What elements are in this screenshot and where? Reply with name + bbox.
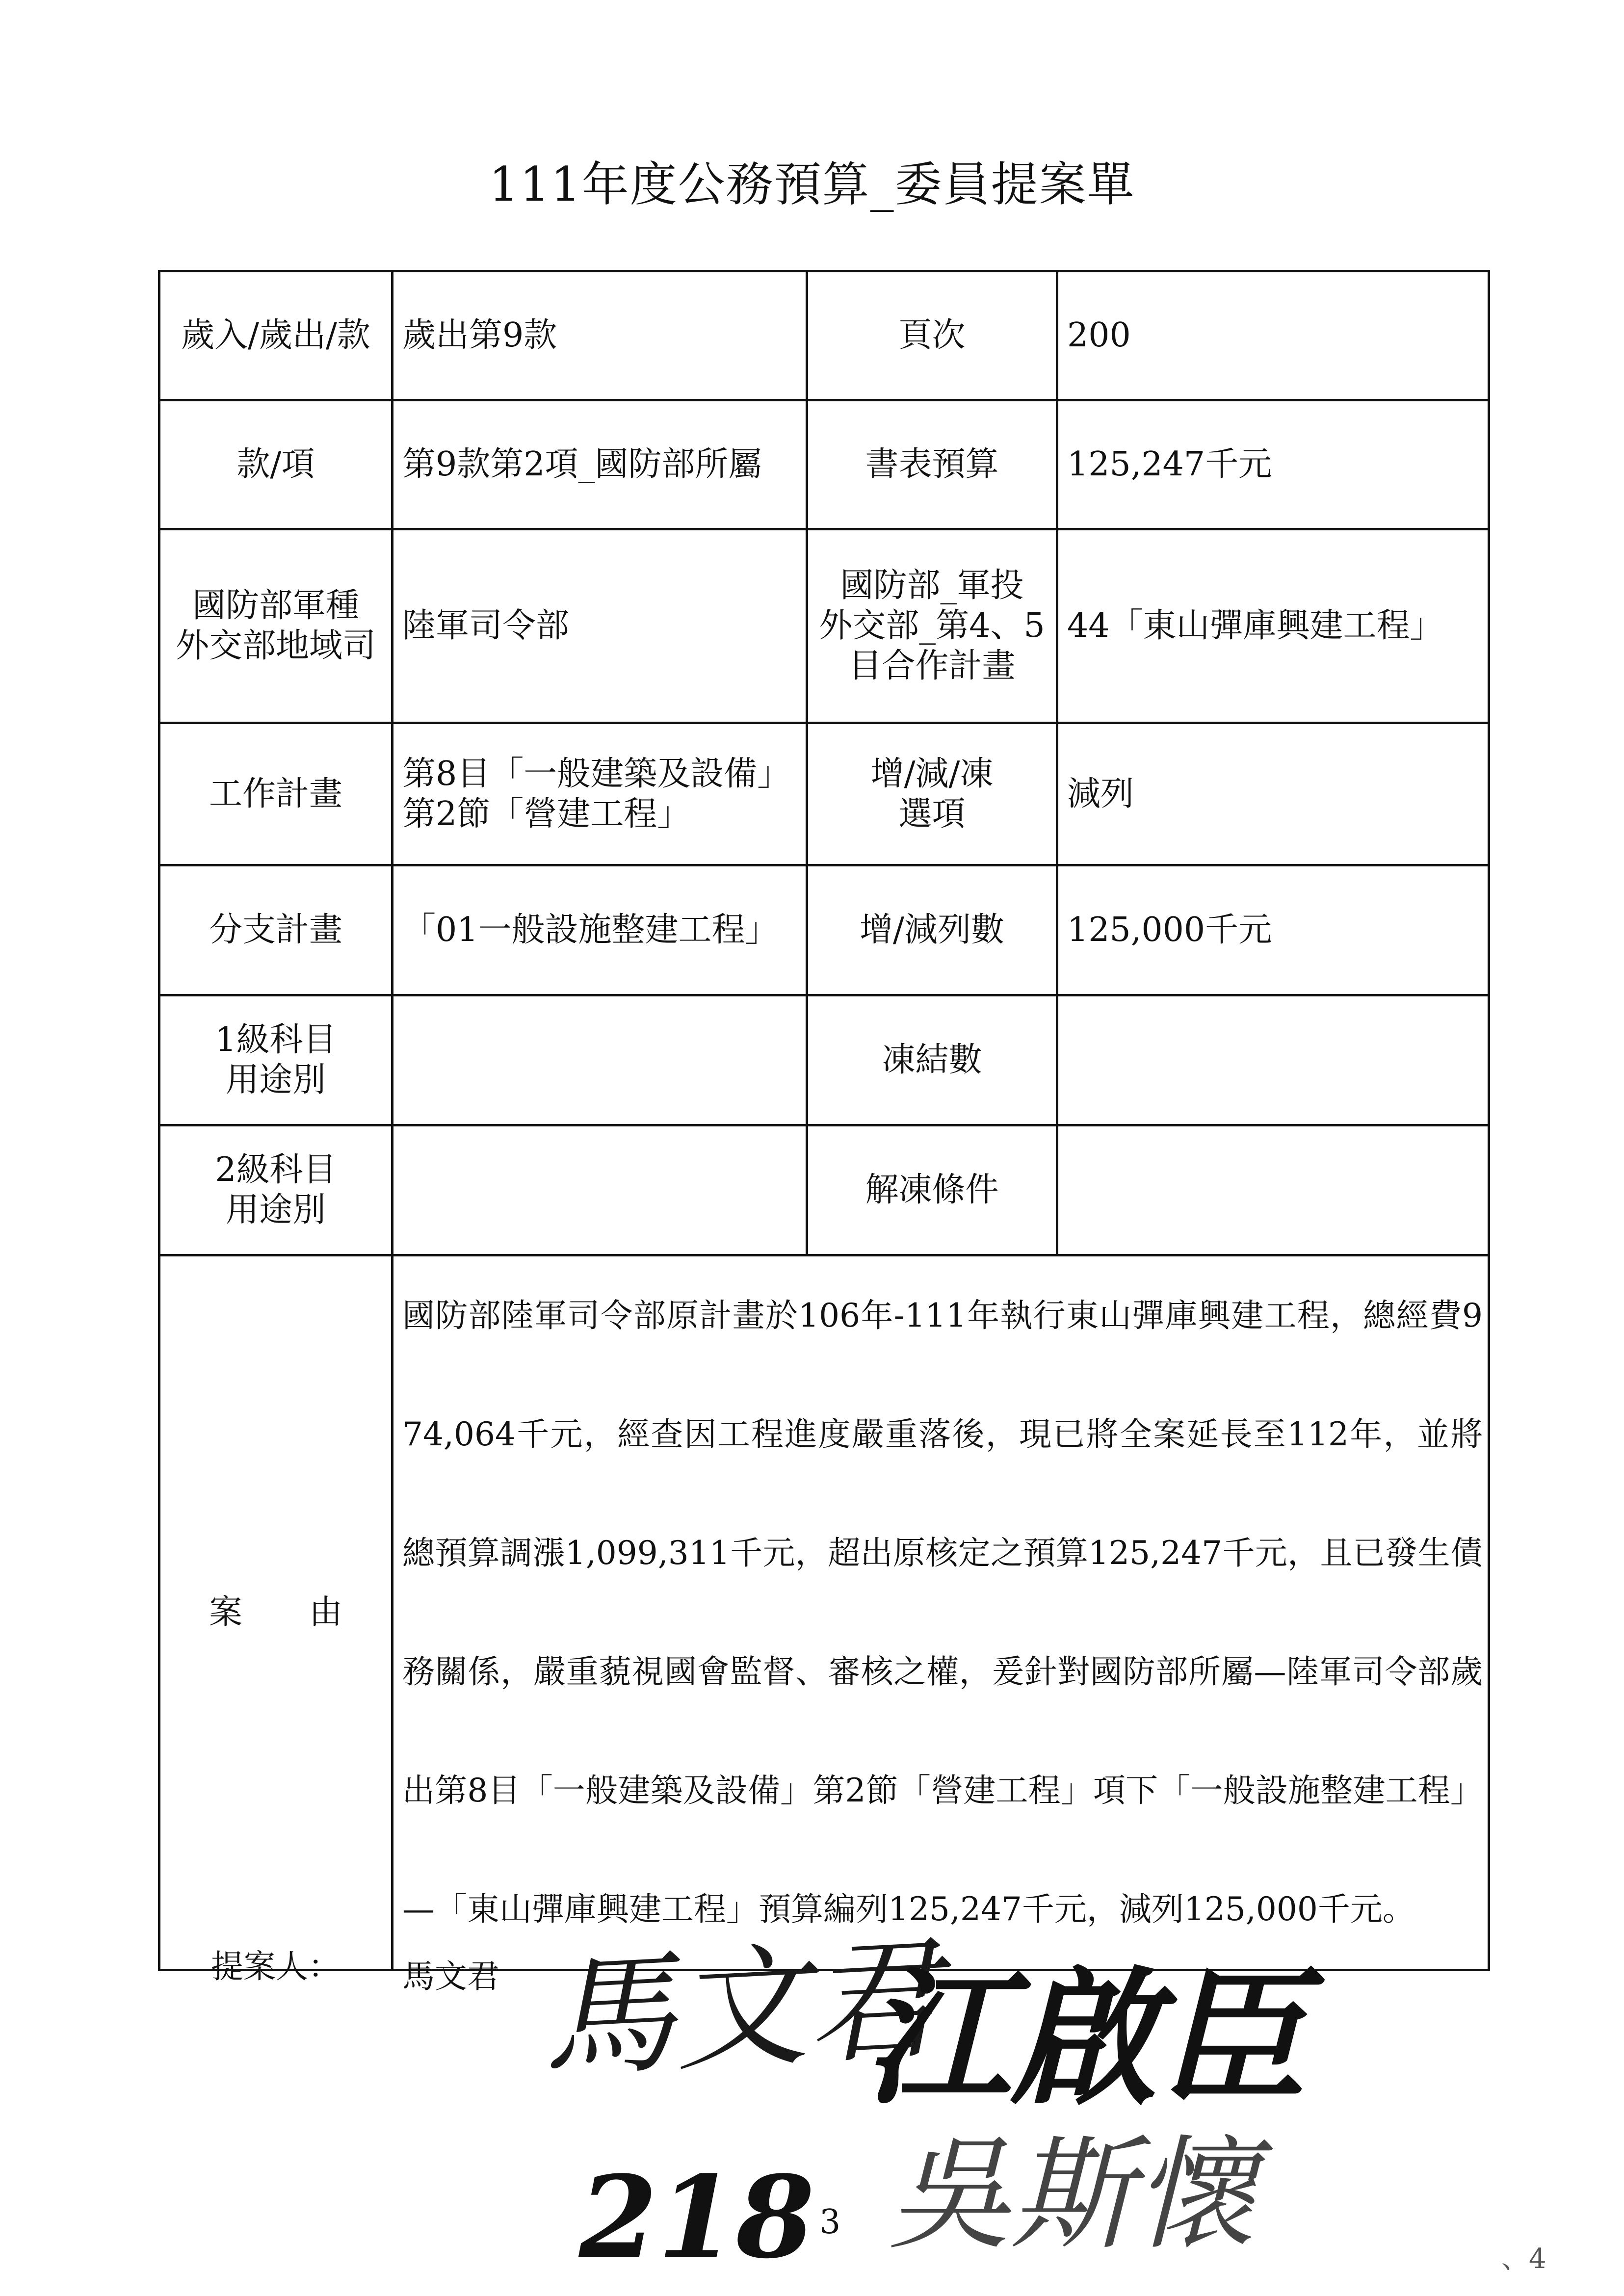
signature-3-text: 吳斯懷 — [888, 2123, 1256, 2266]
value-section: 第9款第2項_國防部所屬 — [393, 400, 807, 529]
label-adjust-option-line2: 選項 — [898, 794, 966, 834]
handwritten-number: 218 — [579, 2151, 815, 2284]
label-adjust-amount: 增/減列數 — [807, 865, 1057, 995]
label-level1-line1: 1級科目 — [215, 1020, 337, 1059]
label-branch-line2: 外交部地域司 — [175, 626, 376, 665]
value-page: 200 — [1057, 271, 1489, 400]
label-frozen-amount: 凍結數 — [807, 995, 1057, 1125]
signature-2-text: 江啟臣 — [864, 1952, 1305, 2125]
value-sub-plan: 「01一般設施整建工程」 — [393, 865, 807, 995]
label-section: 款/項 — [159, 400, 393, 529]
value-adjust-amount: 125,000千元 — [1057, 865, 1489, 995]
signature-number — [578, 2151, 814, 2284]
form-title: 111年度公務預算_委員提案單 — [489, 157, 1135, 212]
label-adjust-option-line1: 增/減/凍 — [870, 754, 994, 793]
value-branch: 陸軍司令部 — [393, 529, 807, 723]
label-level2-line2: 用途別 — [225, 1191, 326, 1229]
corner-mark: 、4 — [1501, 2243, 1546, 2275]
page-number: 3 — [819, 2203, 841, 2242]
label-branch-line1: 國防部軍種 — [192, 586, 359, 625]
reason-text: 國防部陸軍司令部原計畫於106年-111年執行東山彈庫興建工程，總經費974,064千元，經查因工程進度嚴重落後，現已將全案延長至112年，並將總預算調漲1,099,311千元，超出原核定之預算125,247千元，且已發生債務關係，嚴重藐視國會監督、審核之權，爰針對國防部所屬—陸軍司令部歲出第8目「一般建築及設備」第2節「營建工程」項下「一般設施整建工程」—「東山彈庫興建工程」預算編列125,247千元，減列125,000千元。 — [402, 1297, 1483, 1928]
label-page: 頁次 — [807, 271, 1057, 400]
label-level1-line2: 用途別 — [225, 1061, 326, 1099]
proposer-label: 提案人： — [211, 1948, 341, 1985]
label-program-line2: 外交部_第4、5 — [819, 606, 1045, 645]
signature-2 — [864, 1952, 1326, 2125]
value-program: 44「東山彈庫興建工程」 — [1057, 529, 1489, 723]
value-work-plan-line1: 第8目「一般建築及設備」 — [402, 754, 791, 793]
value-budget-type: 歲出第9款 — [393, 271, 807, 400]
value-work-plan-line2: 第2節「營建工程」 — [402, 794, 691, 834]
value-book-budget: 125,247千元 — [1057, 400, 1489, 529]
value-adjust-option: 減列 — [1057, 723, 1489, 865]
label-program-line3: 目合作計畫 — [848, 647, 1016, 685]
label-book-budget: 書表預算 — [807, 400, 1057, 529]
label-unfreeze-condition: 解凍條件 — [807, 1125, 1057, 1255]
proposer-name: 馬文君 — [402, 1957, 499, 1995]
label-program-line1: 國防部_軍投 — [840, 566, 1024, 605]
label-reason: 案 由 — [159, 1255, 393, 1970]
signature-1-text: 馬文君 — [538, 1921, 943, 2097]
label-budget-type: 歲入/歲出/款 — [159, 271, 393, 400]
signature-3 — [888, 2123, 1273, 2266]
label-work-plan: 工作計畫 — [159, 723, 393, 865]
label-sub-plan: 分支計畫 — [159, 865, 393, 995]
label-level2-line1: 2級科目 — [215, 1150, 337, 1189]
